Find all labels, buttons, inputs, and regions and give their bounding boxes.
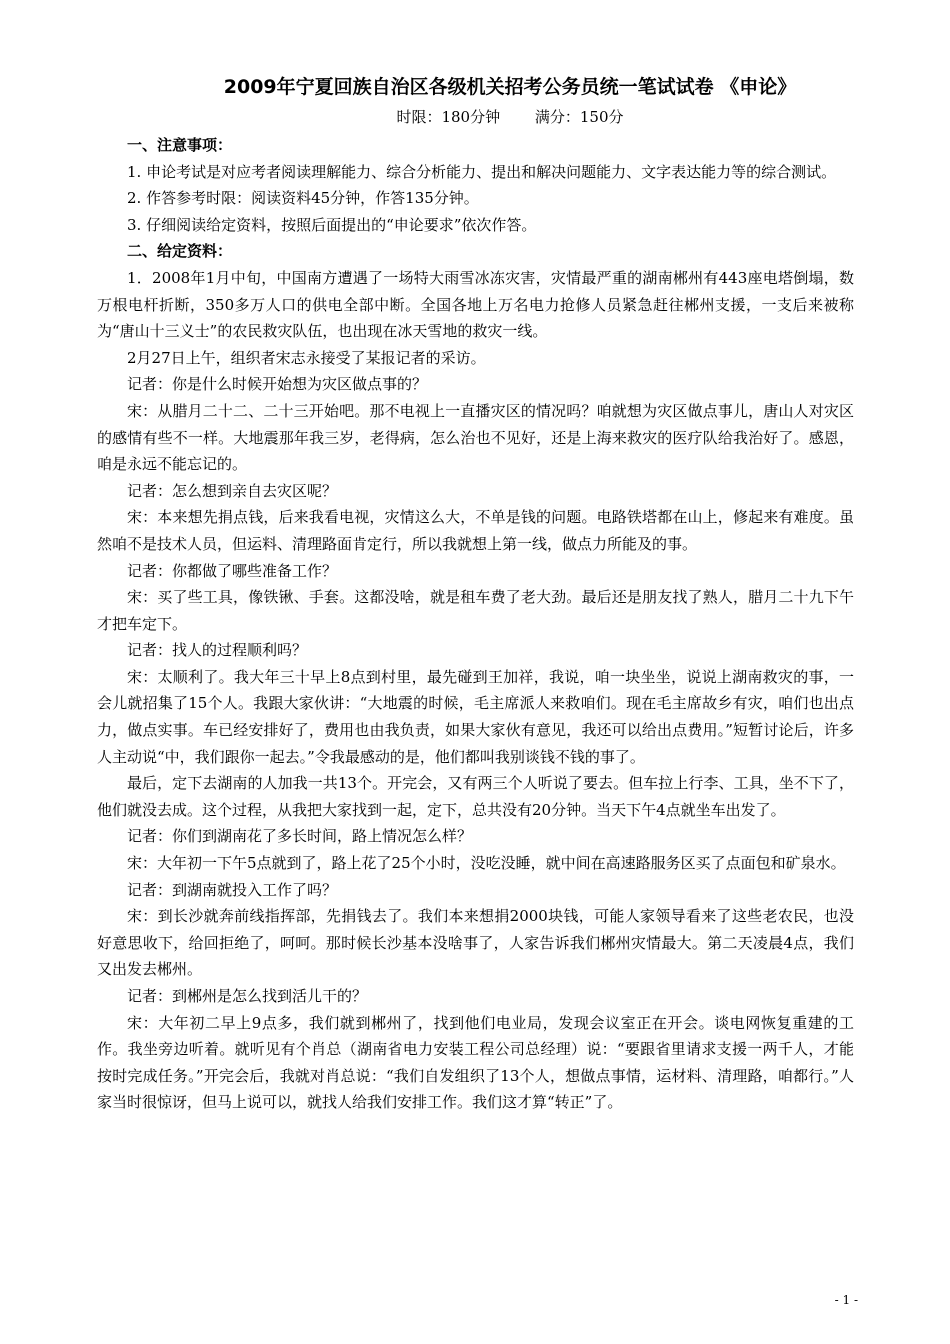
paragraph: 3. 仔细阅读给定资料，按照后面提出的“申论要求”依次作答。 xyxy=(127,215,537,234)
paragraph: 宋：买了些工具，像铁锹、手套。这都没啥，就是租车费了老大劲。最后还是朋友找了熟人，腊月二十九下午才把车定下。 xyxy=(97,588,854,633)
paragraph: 记者：你是什么时候开始想为灾区做点事的？ xyxy=(127,375,428,394)
time-limit: 时限：180分钟 xyxy=(396,108,501,126)
section-heading: 一、注意事项： xyxy=(127,136,233,154)
paragraph: 记者：到湖南就投入工作了吗？ xyxy=(127,880,338,899)
exam-meta xyxy=(100,106,920,128)
document-body xyxy=(97,132,854,1116)
paragraph: 记者：到郴州是怎么找到活儿干的？ xyxy=(127,987,368,1005)
paragraph: 记者：怎么想到亲自去灾区呢？ xyxy=(127,481,338,500)
paragraph: 记者：找人的过程顺利吗？ xyxy=(127,641,308,660)
paragraph: 2月27日上午，组织者宋志永接受了某报记者的采访。 xyxy=(127,348,486,367)
paragraph: 宋：到长沙就奔前线指挥部，先捐钱去了。我们本来想捐2000块钱，可能人家领导看来了这些老农民，也没好意思收下，给回拒绝了，呵呵。那时候长沙基本没啥事了，人家告诉我们郴州灾情最大。第二天凌晨4点，我们又出发去郴州。 xyxy=(97,907,854,979)
paragraph: 1. 申论考试是对应考者阅读理解能力、综合分析能力、提出和解决问题能力、文字表达能力等的综合测试。 xyxy=(127,162,837,181)
full-score: 满分：150分 xyxy=(534,108,624,126)
document-title: 2009年宁夏回族自治区各级机关招考公务员统一笔试试卷 《申论》 xyxy=(223,76,797,98)
paragraph: 宋：大年初一下午5点就到了，路上花了25个小时，没吃没睡，就中间在高速路服务区买了点面包和矿泉水。 xyxy=(127,854,846,873)
paragraph: 宋：从腊月二十二、二十三开始吧。那不电视上一直播灾区的情况吗？咱就想为灾区做点事儿，唐山人对灾区的感情有些不一样。大地震那年我三岁，老得病，怎么治也不见好，还是上海来救灾的医疗队给我治好了。感恩，咱是永远不能忘记的。 xyxy=(97,401,854,474)
paragraph: 1．2008年1月中旬，中国南方遭遇了一场特大雨雪冰冻灾害，灾情最严重的湖南郴州有443座电塔倒塌，数万根电杆折断，350多万人口的供电全部中断。全国各地上万名电力抢修人员紧急赶往郴州支援，一支后来被称为“唐山十三义士”的农民救灾队伍，也出现在冰天雪地的救灾一线。 xyxy=(97,268,854,341)
paragraph: 最后，定下去湖南的人加我一共13个。开完会，又有两三个人听说了要去。但车拉上行李、工具，坐不下了，他们就没去成。这个过程，从我把大家找到一起，定下，总共没有20分钟。当天下午4点就坐车出发了。 xyxy=(97,774,854,819)
paragraph: 记者：你们到湖南花了多长时间，路上情况怎么样？ xyxy=(127,827,473,846)
section-heading: 二、给定资料： xyxy=(127,242,233,261)
paragraph: 宋：大年初二早上9点多，我们就到郴州了，找到他们电业局，发现会议室正在开会。谈电网恢复重建的工作。我坐旁边听着。就听见有个肖总（湖南省电力安装工程公司总经理）说：“要跟省里请求支援一两千人，才能按时完成任务。”开完会后，我就对肖总说：“我们自发组织了13个人，想做点事情，运材料、清理路，咱都行。”人家当时很惊讶，但马上说可以，就找人给我们安排工作。我们这才算“转正”了。 xyxy=(97,1013,854,1112)
paragraph: 2. 作答参考时限：阅读资料45分钟，作答135分钟。 xyxy=(127,189,479,208)
page-number: - 1 - xyxy=(834,1293,858,1307)
paragraph: 记者：你都做了哪些准备工作？ xyxy=(127,561,338,580)
paragraph: 宋：本来想先捐点钱，后来我看电视，灾情这么大，不单是钱的问题。电路铁塔都在山上，修起来有难度。虽然咱不是技术人员，但运料、清理路面肯定行，所以我就想上第一线，做点力所能及的事。 xyxy=(97,508,854,553)
paragraph: 宋：太顺利了。我大年三十早上8点到村里，最先碰到王加祥，我说，咱一块坐坐，说说上湖南救灾的事，一会儿就招集了15个人。我跟大家伙讲：“大地震的时候，毛主席派人来救咱们。现在毛主席故乡有灾，咱们也出点力，做点实事。车已经安排好了，费用也由我负责，如果大家伙有意见，我还可以给出点费用。”短暂讨论后，许多人主动说“中，我们跟你一起去。”令我最感动的是，他们都叫我别谈钱不钱的事了。 xyxy=(97,667,854,766)
